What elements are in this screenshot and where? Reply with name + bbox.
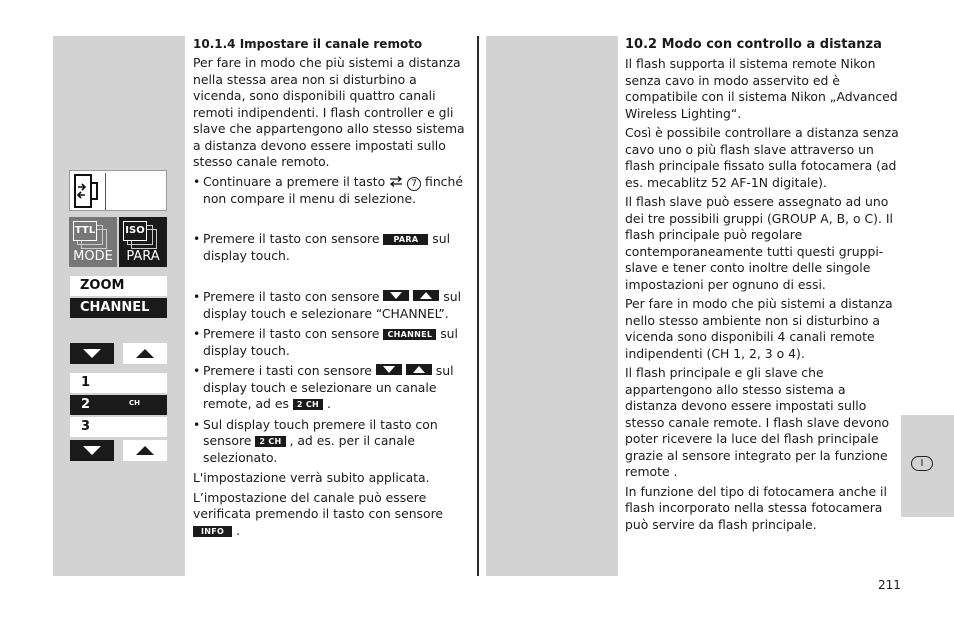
paragraph-3: Il flash slave può essere assegnato ad uno dei tre possibili gruppi (GROUP A, B, o C). Il flash principale può regolare contemporaneamente tutti questi gruppi-slave e tener conto inoltre delle singole impostazioni per ognuno di essi. — [625, 194, 893, 292]
step-1-text: Continuare a premere il tasto — [203, 173, 386, 189]
ttl-icon: TTL — [73, 221, 97, 241]
channel-option-2[interactable] — [70, 395, 167, 415]
step-4-text: Premere il tasto con sensore — [203, 326, 380, 341]
page-number: 211 — [878, 578, 901, 592]
intro-paragraph: Per fare in modo che più sistemi a distanza nella stessa area non si disturbino a vicenda, sono disponibili quattro canali remoti indipendenti. I flash controller e gli slave che appartengono allo stesso sistema a distanza devono essere impostati sullo stesso canale remoto. — [193, 55, 465, 169]
applied-note: L'impostazione verrà subito applicata. — [193, 470, 430, 485]
step-1-text-end: finché non compare il menu di selezione. — [203, 173, 463, 206]
middle-margin-panel — [486, 36, 618, 576]
para-key: PARA — [383, 234, 428, 245]
down-arrow-button[interactable] — [70, 440, 114, 461]
column-divider — [477, 36, 479, 576]
icon-separator — [105, 173, 106, 210]
language-tab-label: I — [911, 456, 933, 471]
step-6-text: Sul display touch premere il tasto con sensore — [203, 416, 438, 448]
step-4-text-end: sul display touch. — [203, 326, 458, 358]
instruction-step-2 — [193, 231, 469, 264]
step-2-text-end: sul display touch. — [203, 231, 451, 263]
instruction-step-4 — [193, 326, 469, 359]
ttl-button-label: MODE — [73, 249, 113, 264]
swap-arrows-icon — [389, 176, 403, 187]
paragraph-2: Così è possibile controllare a distanza senza cavo uno o più flash slave attraverso un flash principale fissato sulla fotocamera (ad es. mecablitz 52 AF-1N digitale). — [625, 125, 899, 190]
section-heading-10-2: 10.2 Modo con controllo a distanza — [625, 37, 882, 52]
channel-key: CHANNEL — [383, 329, 436, 340]
iso-button-label: PARA — [126, 249, 160, 264]
channel-suffix: CH — [129, 399, 140, 407]
verify-text-end: . — [236, 522, 241, 538]
left-text-column — [193, 36, 469, 542]
menu-item-channel[interactable]: CHANNEL — [70, 298, 167, 318]
up-key-icon — [413, 290, 439, 301]
instruction-step-1 — [193, 174, 469, 208]
down-key-icon — [383, 290, 409, 301]
channel-option-2-number: 2 — [81, 397, 91, 412]
channel-option-3[interactable]: 3 — [70, 417, 167, 437]
paragraph-1: Il flash supporta il sistema remote Nikon senza cavo in modo asservito ed è compatibile con il sistema Nikon „Advanced Wireless Lighting“. — [625, 56, 898, 121]
instruction-step-6 — [193, 417, 469, 467]
remote-flash-icon — [73, 173, 103, 210]
iso-para-button[interactable] — [119, 217, 167, 267]
paragraph-6: In funzione del tipo di fotocamera anche il flash incorporato nella stessa fotocamera può servire da flash principale. — [625, 483, 887, 532]
verify-text: L’impostazione del canale può essere verificata premendo il tasto con sensore — [193, 489, 444, 521]
instruction-step-3 — [193, 289, 469, 322]
verify-note — [193, 490, 469, 540]
up-key-icon — [406, 364, 432, 375]
channel-2-key: 2 CH — [293, 399, 323, 410]
step-3-text-end: sul display touch e selezionare “CHANNEL”. — [203, 289, 462, 321]
right-text-column — [625, 36, 899, 536]
step-5-text: Premere i tasti con sensore — [203, 363, 372, 378]
down-arrow-button[interactable] — [70, 343, 114, 364]
channel-2-key: 2 CH — [255, 436, 285, 447]
section-heading-10-1-4: 10.1.4 Impostare il canale remoto — [193, 37, 423, 51]
up-arrow-button[interactable] — [123, 440, 167, 461]
step-5-text-end: . — [326, 396, 331, 411]
channel-option-1[interactable]: 1 — [70, 373, 167, 393]
ttl-mode-button[interactable] — [69, 217, 117, 267]
remote-mode-icon-box — [69, 170, 167, 211]
paragraph-4: Per fare in modo che più sistemi a distanza nello stesso ambiente non si disturbino a vicenda sono disponibili 4 canali remote indipendenti (CH 1, 2, 3 o 4). — [625, 296, 893, 361]
info-key: INFO — [193, 526, 232, 537]
menu-item-zoom[interactable]: ZOOM — [70, 276, 167, 296]
button-number-badge: 7 — [407, 177, 421, 191]
step-6-text-end: , ad es. per il canale selezionato. — [203, 433, 415, 465]
instruction-step-5 — [193, 363, 469, 413]
up-arrow-button[interactable] — [123, 343, 167, 364]
step-3-text: Premere il tasto con sensore — [203, 289, 380, 304]
down-key-icon — [376, 364, 402, 375]
iso-icon: ISO — [123, 221, 147, 241]
step-2-text: Premere il tasto con sensore — [203, 231, 380, 246]
paragraph-5: Il flash principale e gli slave che appartengono allo stesso sistema a distanza devono essere impostati sullo stesso canale remote. I flash slave devono poter ricevere la luce del flash principale grazie al sensore integrato per la funzione remote . — [625, 365, 890, 479]
step-5-text-mid: sul display touch e selezionare un canale remote, ad es — [203, 363, 454, 411]
